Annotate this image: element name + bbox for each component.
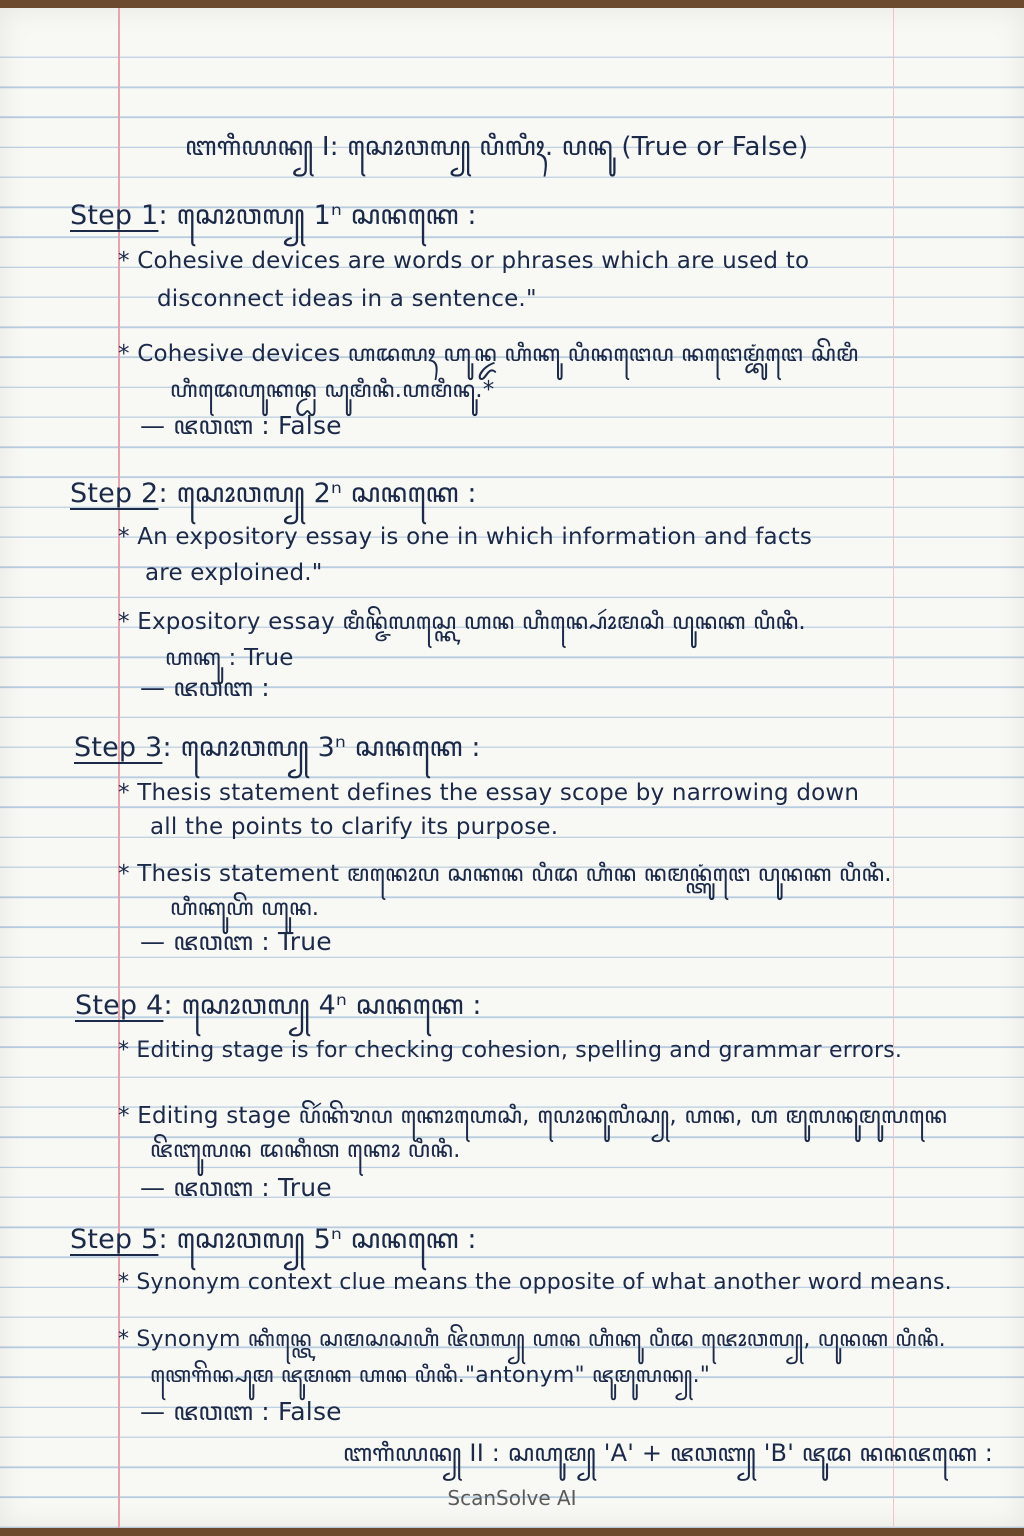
step-4-heading xyxy=(75,984,482,1039)
step-5-answer: — ꦗꦮꦧ : False xyxy=(140,1397,342,1426)
step-4-explanation-line-1: * Editing stage ꦥꦼꦂꦏꦼꦫꦥ ꦏꦺꦴꦲꦺꦱꦶ, ꦥꦺꦴꦤꦸꦭꦶꦱ꧀, ꦲꦤ, ꦲ ꦩꦸꦭꦤꦸꦩꦸꦭꦤꦺ xyxy=(118,1103,948,1129)
step-1-label: Step 1 xyxy=(70,200,159,231)
step-3-answer: — ꦗꦮꦧ : True xyxy=(140,927,332,956)
step-1-explanation-line-1: * Cohesive devices ꦲꦢꦭꦃ ꦲꦸꦤ꧀ꦢ ꦲꦶꦏꦸ ꦥꦶꦤꦔꦺꦥ ꦤꦔꦺꦩ꧀ꦧꦸꦁꦔꦺ ꦱꦼꦩꦶ xyxy=(118,341,859,367)
part-two-title: ꦧꦒꦶꦪꦤ꧀ II : ꦱꦲꦸꦩ꧀ 'A' + ꦗꦮꦧ꧀ 'B' ꦗꦸꦢ ꦤꦤꦗꦏꦺ : xyxy=(343,1439,994,1467)
step-5-statement-line-1: * Synonym context clue means the opposite of what another word means. xyxy=(118,1270,952,1295)
step-2-explanation-line-2: ꦲꦏꦸ : True xyxy=(165,645,294,671)
step-3-heading xyxy=(74,726,481,781)
step-2-statement-line-1: * An expository essay is one in which information and facts xyxy=(118,524,813,550)
step-4-statement-line-1: * Editing stage is for checking cohesion, spelling and grammar errors. xyxy=(118,1038,903,1063)
step-1-explanation-line-2: ꦲꦶꦢꦺꦲꦸꦏꦤ꧀ꦝ ꦝꦸꦩꦶꦤꦶ.ꦲꦩꦶꦤꦸ.* xyxy=(170,377,495,403)
right-margin-line xyxy=(893,8,894,1528)
step-2-heading xyxy=(70,472,477,527)
step-3-statement-line-1: * Thesis statement defines the essay scope by narrowing down xyxy=(118,780,860,806)
step-3-explanation-line-2: ꦲꦶꦏꦸꦲꦼ ꦲꦸꦤ. xyxy=(170,895,320,921)
step-3-statement-line-2: all the points to clarify its purpose. xyxy=(150,814,559,840)
watermark: ScanSolve AI xyxy=(447,1486,577,1510)
step-1-heading-rest: : ꦱꦺꦴꦮꦭ꧀ 1ⁿ ꦱꦤꦏꦺ : xyxy=(158,200,477,231)
step-4-label: Step 4 xyxy=(75,990,164,1021)
notebook-page xyxy=(0,8,1024,1528)
step-1-statement-line-2: disconnect ideas in a sentence." xyxy=(157,286,537,312)
step-4-explanation-line-2: ꦗꦼꦧꦸꦭꦤ ꦢꦏꦶꦠ ꦏꦺꦴ ꦥꦶꦤꦶ. xyxy=(150,1137,461,1163)
step-1-heading xyxy=(70,194,477,249)
part-one-title: ꦧꦒꦶꦪꦤ꧀ I: ꦱꦺꦴꦮꦭ꧀ ꦥꦶꦭꦶꦃ. ꦥꦤꦸ (True or False) xyxy=(185,132,809,162)
step-1-statement-line-1: * Cohesive devices are words or phrases which are used to xyxy=(118,248,810,274)
step-1-answer: — ꦗꦮꦧ : False xyxy=(140,411,342,440)
step-5-label: Step 5 xyxy=(70,1224,159,1255)
step-2-heading-rest: : ꦱꦺꦴꦮꦭ꧀ 2ⁿ ꦱꦤꦏꦺ : xyxy=(158,478,477,509)
step-4-answer: — ꦗꦮꦧ : True xyxy=(140,1173,332,1202)
step-5-explanation-line-2: ꦠꦺꦒꦼꦤ꧀ꦥꦸꦩ ꦗꦸꦩꦏ ꦲꦤ ꦥꦶꦤꦶ."antonym" ꦗꦸꦩꦸꦭꦤ꧀." xyxy=(150,1363,711,1388)
step-2-explanation-line-1: * Expository essay ꦩꦶꦤ꧀ꦗꦼꦭꦱ꧀ꦏꦺ ꦲꦤ ꦲꦶꦤ꧀ꦥꦺꦴꦂꦩꦱꦶ ꦥꦸꦤꦏ ꦥꦶꦤꦶ. xyxy=(118,609,806,635)
step-5-heading xyxy=(70,1218,477,1273)
step-3-explanation-line-1: * Thesis statement ꦩꦤꦺꦴꦥ ꦱꦏꦤ ꦥꦶꦢ ꦲꦶꦤ ꦤꦩꦤ꧀ꦠꦸꦁꦔꦺ ꦥꦸꦤꦏ ꦥꦶꦤꦶ. xyxy=(118,861,892,887)
step-2-answer: — ꦗꦮꦧ : xyxy=(140,673,270,702)
step-2-statement-line-2: are exploined." xyxy=(145,560,323,586)
step-4-heading-rest: : ꦱꦺꦴꦮꦭ꧀ 4ⁿ ꦱꦤꦏꦺ : xyxy=(163,990,482,1021)
step-3-heading-rest: : ꦱꦺꦴꦮꦭ꧀ 3ⁿ ꦱꦤꦏꦺ : xyxy=(162,732,481,763)
step-2-label: Step 2 xyxy=(70,478,159,509)
step-5-explanation-line-1: * Synonym ꦏꦶꦤ꧀ꦠꦺ ꦱꦩꦱꦱꦲꦶ ꦗꦼꦮꦭ꧀ ꦲꦤ ꦲꦶꦏꦸ ꦥꦶꦢ ꦗꦺꦴꦮꦭ꧀, ꦥꦸꦤꦏ ꦥꦶꦤꦶ. xyxy=(118,1327,946,1352)
step-3-label: Step 3 xyxy=(74,732,163,763)
step-5-heading-rest: : ꦱꦺꦴꦮꦭ꧀ 5ⁿ ꦱꦤꦏꦺ : xyxy=(158,1224,477,1255)
